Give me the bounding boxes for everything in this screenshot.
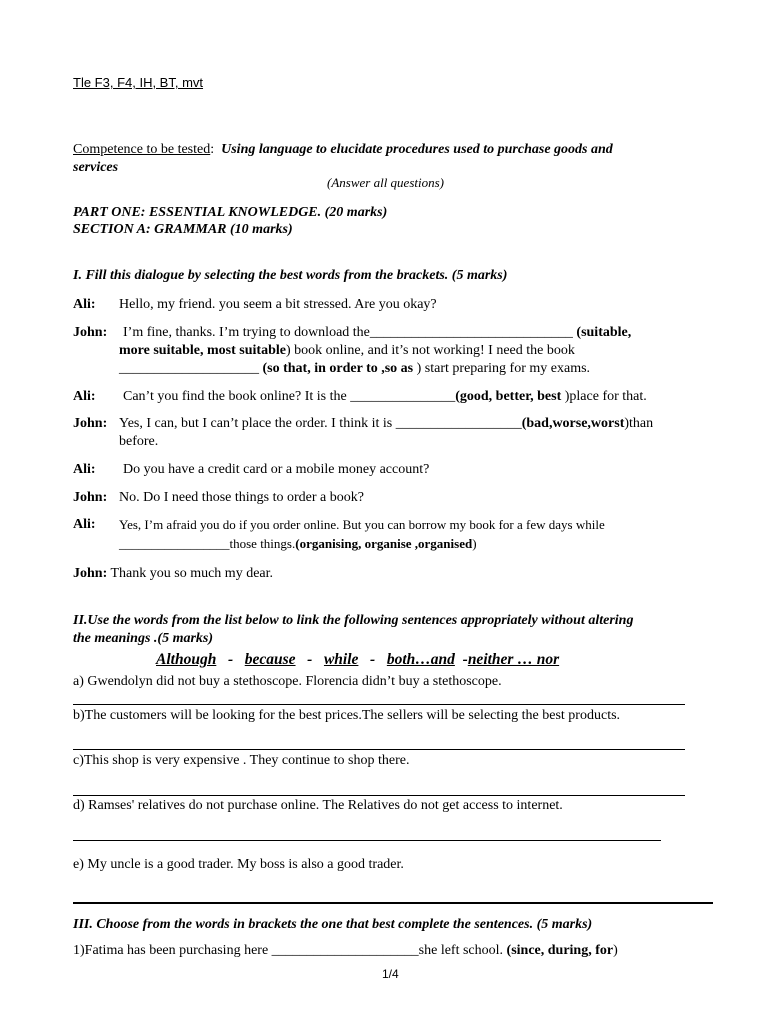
- exercise-2-item: b)The customers will be looking for the best prices.The sellers will be selecting the best products.: [73, 708, 621, 723]
- dialogue-line: Do you have a credit card or a mobile money account?: [123, 462, 430, 477]
- linker-word: neither … nor: [467, 651, 560, 668]
- competence-line: [73, 141, 613, 159]
- competence-text: Using language to elucidate procedures used to purchase goods and: [221, 142, 613, 157]
- dialogue-speaker: Ali:: [73, 517, 96, 532]
- dialogue-line: Can’t you find the book online? It is the _______________(good, better, best )place for that.: [123, 389, 647, 404]
- dialogue-line: more suitable, most suitable) book online, and it’s not working! I need the book: [119, 343, 575, 358]
- exercise-1-heading: I. Fill this dialogue by selecting the best words from the brackets. (5 marks): [73, 268, 508, 283]
- dialogue-speaker: John:: [73, 325, 108, 340]
- dialogue-line: before.: [119, 434, 159, 449]
- answer-line[interactable]: [73, 749, 685, 750]
- separator: -: [370, 651, 376, 668]
- answer-line[interactable]: [73, 840, 661, 841]
- linker-word-list: [156, 650, 559, 670]
- dialogue-line: ____________________ (so that, in order to ,so as ) start preparing for my exams.: [119, 361, 591, 376]
- linker-word: both…and: [386, 651, 455, 668]
- dialogue-speaker: John:: [73, 490, 108, 505]
- separator: -: [227, 651, 234, 668]
- dialogue-line: I’m fine, thanks. I’m trying to download the_____________________________ (suitable,: [123, 325, 632, 340]
- dialogue-line-final: John: Thank you so much my dear.: [73, 566, 274, 581]
- class-line: Tle F3, F4, IH, BT, mvt: [73, 75, 204, 90]
- dialogue-speaker: Ali:: [73, 462, 96, 477]
- page-number: 1/4: [382, 967, 399, 981]
- answer-line[interactable]: [73, 704, 685, 705]
- section-a-title: SECTION A: GRAMMAR (10 marks): [73, 222, 293, 237]
- exercise-2-heading-continued: the meanings .(5 marks): [73, 631, 214, 646]
- exercise-2-item: a) Gwendolyn did not buy a stethoscope. Florencia didn’t buy a stethoscope.: [73, 674, 502, 689]
- dialogue-line: _________________those things.(organising, organise ,organised): [119, 536, 477, 551]
- exercise-2-heading: II.Use the words from the list below to link the following sentences appropriately without altering: [73, 613, 634, 628]
- competence-label: Competence to be tested: [73, 142, 211, 157]
- competence-text-continued: services: [73, 160, 119, 175]
- exercise-2-item: e) My uncle is a good trader. My boss is also a good trader.: [73, 857, 404, 872]
- dialogue-speaker: Ali:: [73, 297, 96, 312]
- part-one-title: PART ONE: ESSENTIAL KNOWLEDGE. (20 marks): [73, 205, 388, 220]
- separator: -: [307, 651, 313, 668]
- answer-line[interactable]: [73, 902, 713, 904]
- answer-line[interactable]: [73, 795, 685, 796]
- dialogue-line: No. Do I need those things to order a book?: [119, 490, 364, 505]
- dialogue-speaker: Ali:: [73, 389, 96, 404]
- exercise-2-item: d) Ramses' relatives do not purchase online. The Relatives do not get access to internet.: [73, 798, 563, 813]
- separator: -: [462, 651, 468, 668]
- exercise-3-heading: III. Choose from the words in brackets the one that best complete the sentences. (5 marks): [73, 917, 593, 932]
- exercise-2-item: c)This shop is very expensive . They continue to shop there.: [73, 753, 410, 768]
- exercise-3-item: 1)Fatima has been purchasing here _____________________she left school. (since, during, for): [73, 943, 618, 958]
- answer-all-instruction: (Answer all questions): [327, 175, 444, 190]
- linker-word: Although: [156, 651, 217, 668]
- dialogue-line: Yes, I can, but I can’t place the order. I think it is __________________(bad,worse,worst)than: [119, 416, 654, 431]
- competence-colon: :: [210, 142, 215, 157]
- dialogue-speaker: John:: [73, 416, 108, 431]
- dialogue-line: Yes, I’m afraid you do if you order online. But you can borrow my book for a few days while: [119, 517, 605, 532]
- dialogue-line: Hello, my friend. you seem a bit stressed. Are you okay?: [119, 297, 437, 312]
- linker-word: while: [323, 651, 359, 668]
- linker-word: because: [244, 651, 296, 668]
